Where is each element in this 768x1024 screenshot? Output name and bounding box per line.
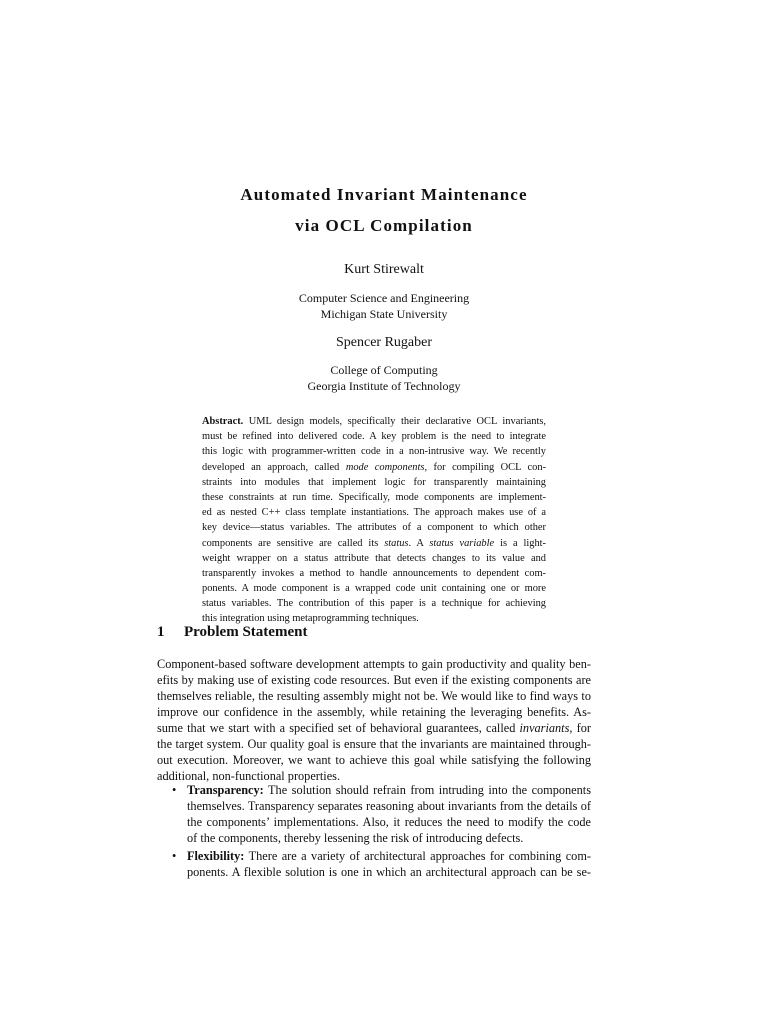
abstract-text: . A <box>408 537 430 549</box>
abstract-line: ed as nested C++ class template instantiations. The approach makes use of a <box>202 507 546 519</box>
abstract-text: UML design models, specifically their declarative OCL invariants, <box>243 416 546 427</box>
author-name-1: Kurt Stirewalt <box>344 262 424 277</box>
abstract-line: must be refined into delivered code. A key problem is the need to integrate <box>202 431 546 443</box>
body-paragraph <box>157 656 591 784</box>
abstract-line: weight wrapper on a status attribute that detects changes to its value and <box>202 552 546 564</box>
bullet-term: Transparency: <box>187 783 264 797</box>
affiliation-line: College of Computing <box>330 363 438 377</box>
affiliation-line: Computer Science and Engineering <box>298 291 470 305</box>
bullet-line: themselves. Transparency separates reasoning about invariants from the details of <box>187 799 591 813</box>
bullet-text: The solution should refrain from intruding into the components <box>263 783 591 797</box>
body-line: out execution. Moreover, we want to achieve this goal while satisfying the following <box>157 753 591 767</box>
bullet-term: Flexibility: <box>187 849 245 863</box>
body-text: sume that we start with a specified set of behavioral guarantees, called <box>157 721 520 735</box>
bullet-line: ponents. A flexible solution is one in which an architectural approach can be se- <box>187 865 591 879</box>
bullet-line: the components’ implementations. Also, it reduces the need to modify the code <box>187 815 591 829</box>
abstract-line <box>202 536 546 551</box>
abstract-line: transparently invokes a method to handle announcements to dependent com- <box>202 567 546 579</box>
body-text: for <box>572 721 591 735</box>
section-title: Problem Statement <box>184 624 308 640</box>
paper-title-line2: via OCL Compilation <box>295 216 473 235</box>
body-line: improve our confidence in the assembly, while retaining the leveraging benefits. As- <box>157 705 591 719</box>
bullet-icon: • <box>172 849 177 863</box>
affiliation-line: Michigan State University <box>320 307 448 321</box>
paper-title-line1: Automated Invariant Maintenance <box>240 185 528 204</box>
abstract <box>202 414 546 627</box>
body-line: efits by making use of existing code resources. But even if the existing components are <box>157 673 591 687</box>
author-affiliation-1 <box>0 290 768 322</box>
abstract-text: developed an approach, called <box>202 461 346 473</box>
body-line: additional, non-functional properties. <box>157 769 341 783</box>
abstract-line: straints into modules that implement logic for transparently maintaining <box>202 476 546 488</box>
bullet-text: There are a variety of architectural approaches for combining com- <box>244 849 591 863</box>
bullet-line: of the components, thereby lessening the risk of introducing defects. <box>187 831 524 845</box>
bullet-item-flexibility <box>170 848 591 880</box>
abstract-italic: mode components <box>345 461 425 473</box>
body-line: Component-based software development attempts to gain productivity and quality ben- <box>157 657 591 671</box>
abstract-text: , for compiling OCL con- <box>424 461 546 473</box>
affiliation-line: Georgia Institute of Technology <box>307 379 461 393</box>
abstract-line: this integration using metaprogramming techniques. <box>202 613 419 625</box>
bullet-item-transparency <box>170 782 591 846</box>
abstract-italic: status variable <box>429 537 495 549</box>
abstract-text: components are sensitive are called its <box>202 537 385 549</box>
bullet-line <box>187 782 591 798</box>
bullet-icon: • <box>172 783 177 797</box>
abstract-line: key device—status variables. The attributes of a component to which other <box>202 522 546 534</box>
abstract-line: ponents. A mode component is a wrapped code unit containing one or more <box>202 583 546 595</box>
section-heading <box>157 624 307 641</box>
author-name-2: Spencer Rugaber <box>335 335 433 350</box>
body-line: the target system. Our quality goal is ensure that the invariants are maintained through- <box>157 737 591 751</box>
author-affiliation-2 <box>0 362 768 394</box>
body-line: themselves reliable, the resulting assembly might not be. We would like to find ways to <box>157 689 591 703</box>
abstract-line: this logic with programmer-written code in a non-intrusive way. We recently <box>202 446 546 458</box>
abstract-italic: status <box>384 537 409 549</box>
bullet-line <box>187 848 591 864</box>
body-line <box>157 720 591 736</box>
body-italic: invariants, <box>519 721 573 735</box>
section-number: 1 <box>157 624 165 640</box>
abstract-line <box>202 414 546 429</box>
abstract-text: is a light- <box>494 537 547 549</box>
bullet-list <box>170 782 591 880</box>
abstract-label: Abstract. <box>202 416 244 427</box>
abstract-line <box>202 460 546 475</box>
abstract-line: these constraints at run time. Specifically, mode components are implement- <box>202 491 546 503</box>
abstract-line: status variables. The contribution of this paper is a technique for achieving <box>202 598 546 610</box>
